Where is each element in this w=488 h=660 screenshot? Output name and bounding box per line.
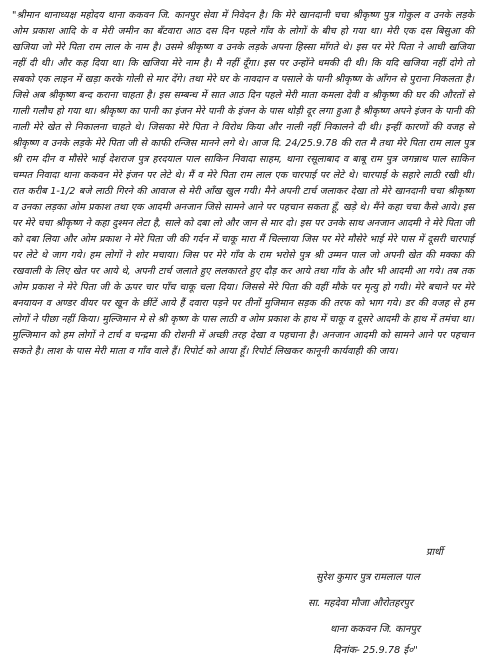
complaint-body: "श्रीमान थानाध्यक्ष महोदय थाना ककवन जि. कानपुर सेवा में निवेदन है। कि मेरे खानदानी चचा श्रीकृष्ण पुत्र गोकुल व उनके लड़के ओम प्रकाश आदि के व मेरी जमीन का बँटवारा आठ दस दिन पहले गाँव के लोगों के बीच हो गया था। मेरी एक दस बिसुआ की खजिया जो मेरे पिता राम लाल के नाम है। उसमे श्रीकृष्ण व उनके लड़के अपना हिस्सा माँगते थे। इस पर मेरे पिता ने आधी खजिया नहीं दी थी। और कह दिया था। कि खजिया मेरे नाम है। मै नहीं दूँगा। इस पर उन्होंने धमकी दी थी। कि यदि खजिया नहीं दोगे तो सबको एक लाइन में खड़ा करके गोली से मार देंगे। तथा मेरे घर के नावदान व पसाले के पानी श्रीकृष्ण के आँगन से पुराना निकलता है। जिसे अब श्रीकृष्ण बन्द कराना चाहता है। इस सम्बन्ध में सात आठ दिन पहले मेरी माता कमला देवी व श्रीकृष्ण की घर की औरतों से गाली गलौच हो गया था। श्रीकृष्ण का पानी का इंजन मेरे पानी के इंजन के पास थोड़ी दूर लगा हुआ है श्रीकृष्ण अपने इंजन के पानी की नाली मेरे खेत से निकालना चाहते थे। जिसका मेरे पिता ने विरोध किया और नाली नहीं निकालने दी थी। इन्हीं कारणों की वजह से श्रीकृष्ण व उनके लड़के मेरे पिता जी से काफी रन्जिस मानने लगे थे। आज दि. 24/25.9.78 की रात मै तथा मेरे पिता राम लाल पुत्र श्री राम दीन व मौसेरे भाई देशराज पुत्र हरदयाल पाल साकिन निवादा साहम, थाना रसूलाबाद व बाबू राम पुत्र जगन्नाथ पाल साकिन चम्पत निवादा थाना ककवन मेरे इंजन पर लेटे थे। मैं व मेरे पिता राम लाल एक चारपाई पर लेटे थे। चारपाई के सहारे लाठी रखी थी। रात करीब 1-1/2 बजे लाठी गिरने की आवाज से मेरी आँख खुल गयी। मैने अपनी टार्च जलाकर देखा तो मेरे खानदानी चचा श्रीकृष्ण व उनका लड़का ओम प्रकाश तथा एक आदमी अनजान जिसे सामने आने पर पहचान सकता हूँ, खड़े थे। मैंने कहा चचा कैसे आये। इस पर मेरे चचा श्रीकृष्ण ने कहा दुश्मन लेटा है, साले को दबा लो और जान से मार दो। इस पर उनके साथ अनजान आदमी ने मेरे पिता जी को दबा लिया और ओम प्रकाश ने मेरे पिता जी की गर्दन में चाकू मारा मैं चिल्लाया जिस पर मेरे मौसेरे भाई मेरे पास में दूसरी चारपाई पर लेटे थे जाग गये। हम लोगों ने शोर मचाया। जिस पर मेरे गाँव के राम भरोसे पुत्र श्री उम्मन पाल जो अपनी खेत की मक्का की रखवाली के लिए खेत पर आये थे, अपनी टार्च जलाते हुए ललकारते हुए दौड़ कर आये तथा गाँव के और भी आदमी आ गये। तब तक ओम प्रकाश ने मेरे पिता जी के ऊपर चार पाँच चाकू चला दिया। जिससे मेरे पिता की वहीं मौके पर मृत्यु हो गयी। मेरे बचाने पर मेरे बनयायन व अण्डर वीयर पर खून के छींटें आये हैं दवारा पड़ने पर तीनों मुजिमान सड़क की तरफ को भाग गये। डर की वजह से हम लोगों ने पीछा नहीं किया। मुल्जिमान मे से श्री कृष्ण के पास लाठी व ओम प्रकाश के हाथ में चाकू व दूसरे आदमी के हाथ में तमंचा था। मुल्जिमान को हम लोगों ने टार्च व चन्द्रमा की रोशनी में अच्छी तरह देखा व पहचाना है। अनजान आदमी को सामने आने पर पहचान सकते है। लाश के पास मेरी माता व गाँव वाले हैं। रिपोर्ट को आया हूँ। रिपोर्ट लिखकर कानूनी कार्यवाही की जाय। bbox=[12, 10, 474, 357]
signer-name: सुरेश कुमार पुत्र रामलाल पाल bbox=[316, 572, 420, 583]
police-station: थाना ककवन जि. कानपुर bbox=[330, 624, 421, 635]
closing-word: प्रार्थी bbox=[426, 547, 443, 558]
signer-address: सा. महदेवा मौजा औरोतहरपुर bbox=[308, 598, 413, 609]
document-date: दिनांक- 25.9.78 ई०" bbox=[333, 645, 418, 656]
